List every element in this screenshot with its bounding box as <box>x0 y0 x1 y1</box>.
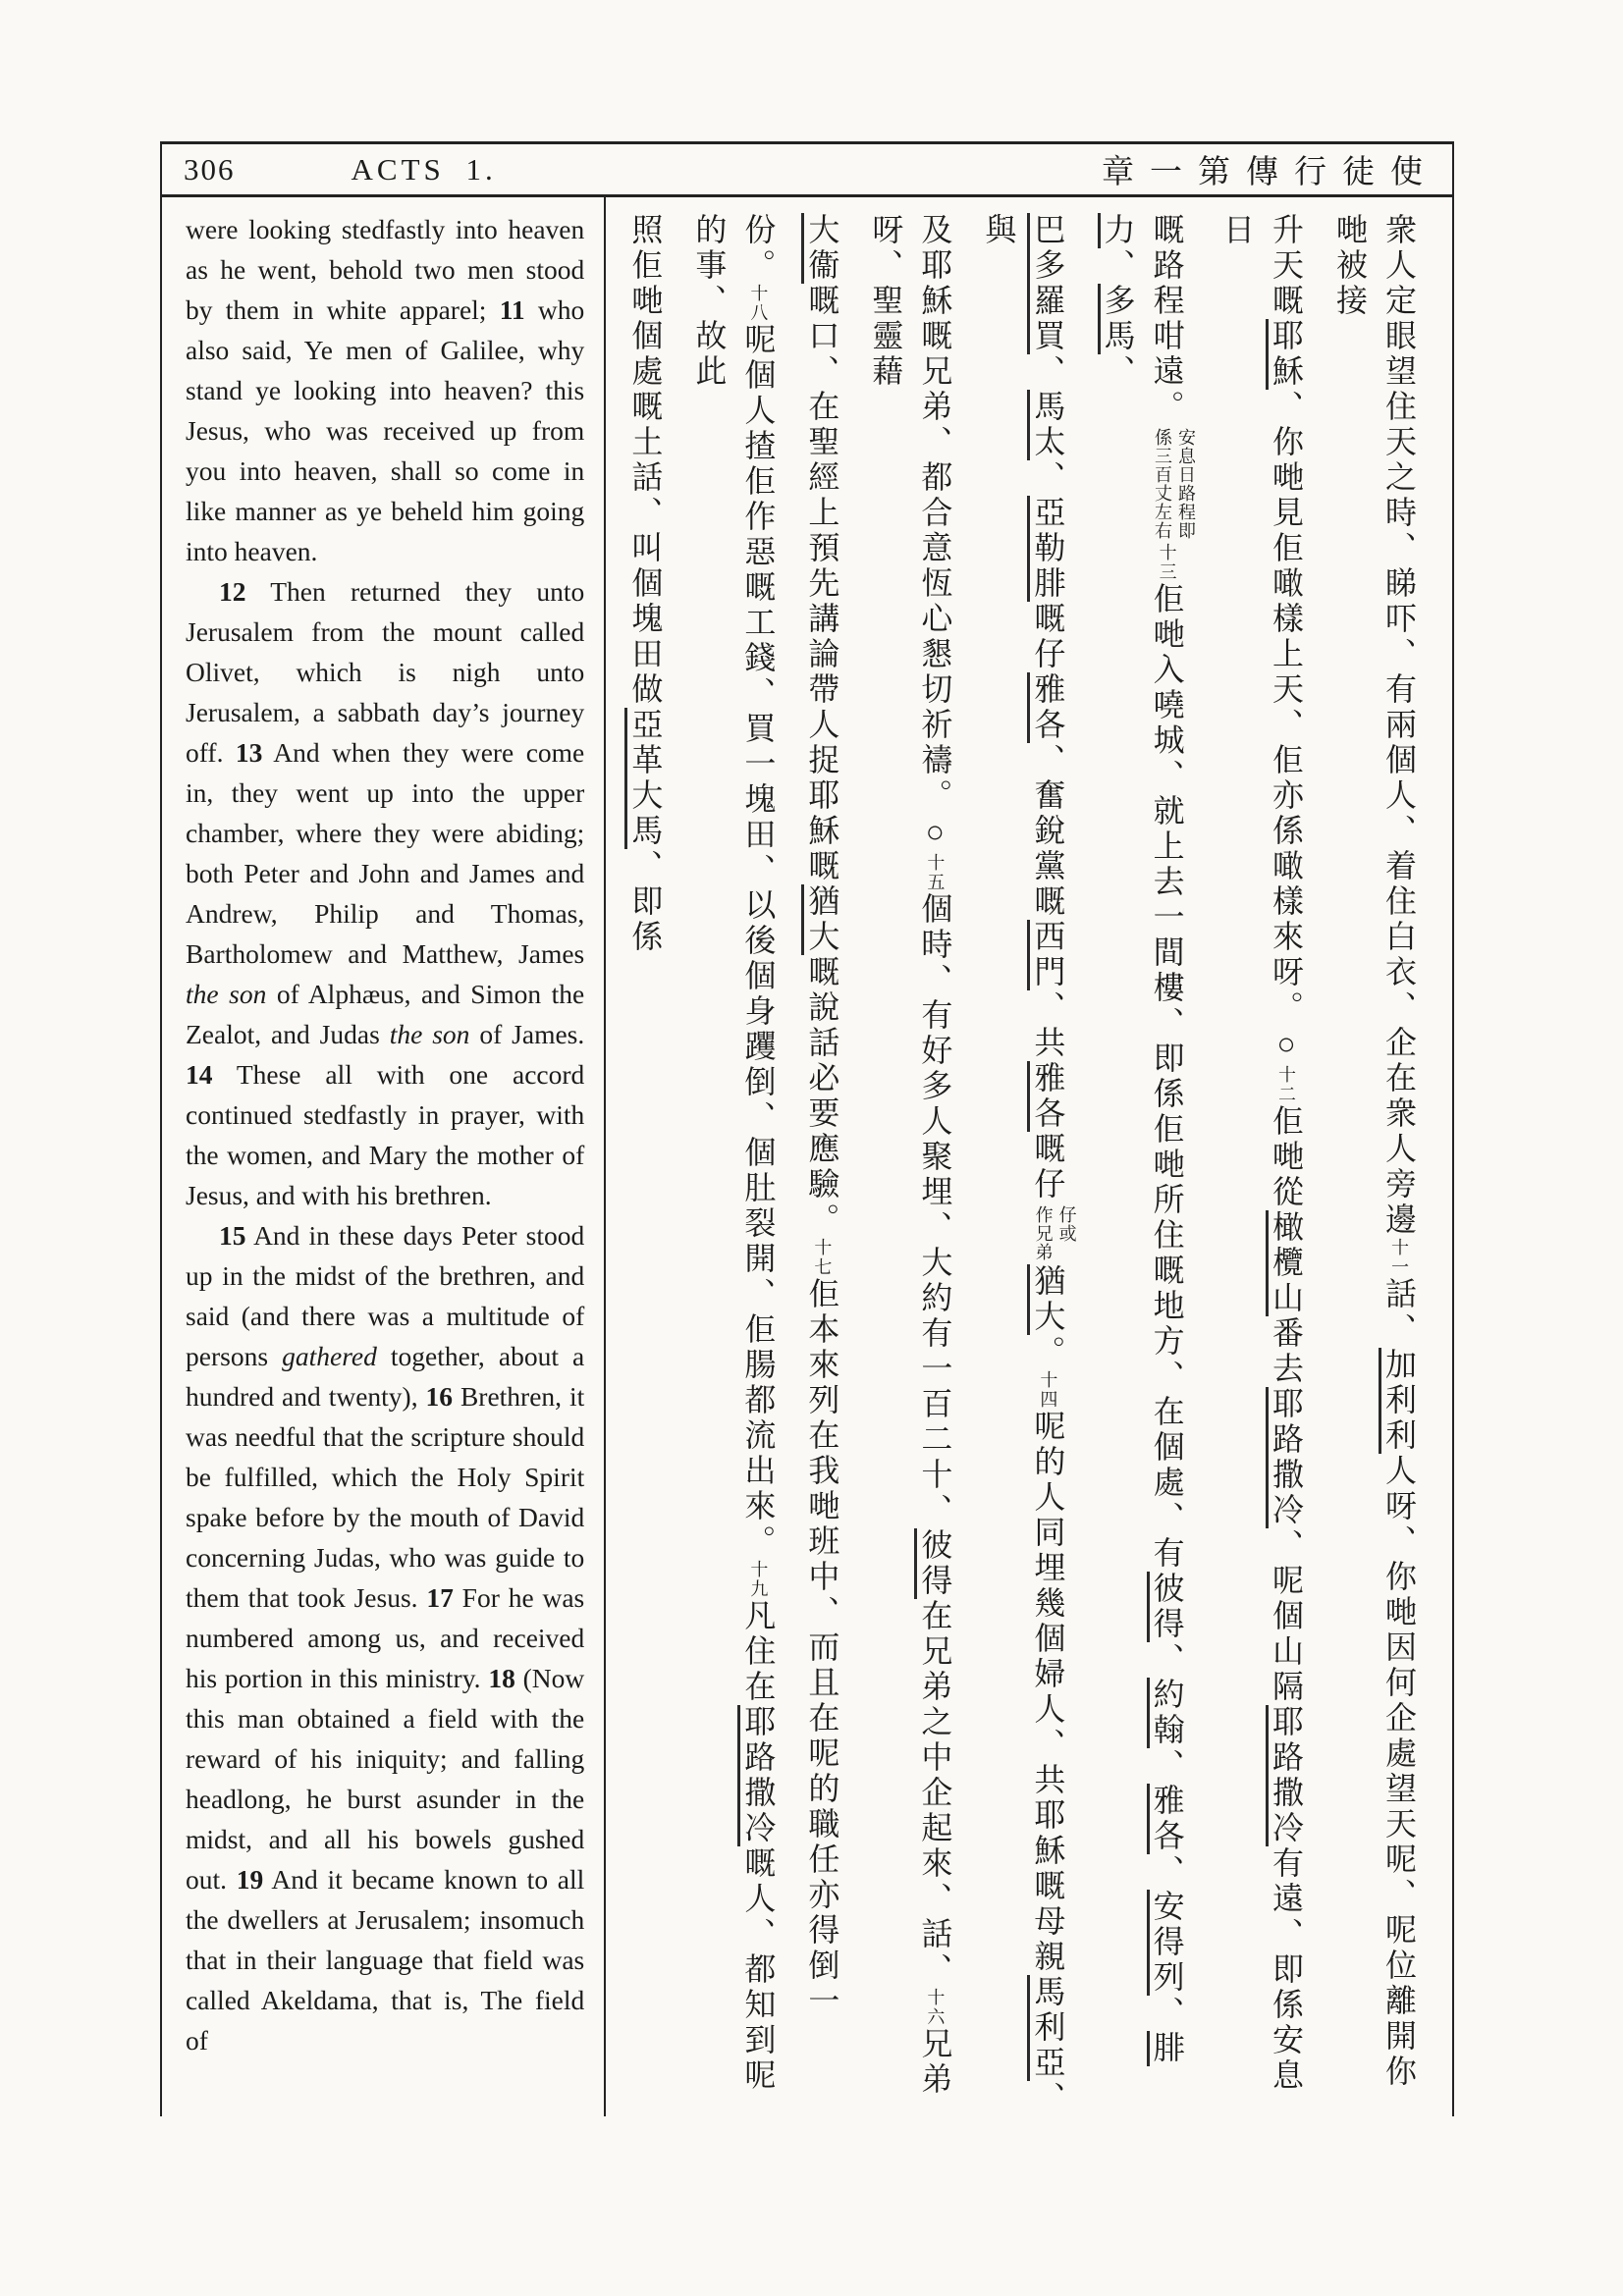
english-paragraph <box>186 1215 584 2060</box>
proper-noun-marked: 西門 <box>1027 920 1065 990</box>
verse-number: 12 <box>219 576 246 607</box>
text-run: 、奮銳黨嘅 <box>1030 743 1066 920</box>
text-run: 佢本來列在我哋班中、而且在呢的職任亦得倒一 <box>804 1277 840 2019</box>
proper-noun-marked: 馬利亞 <box>1027 1975 1065 2081</box>
chinese-text-column-8 <box>621 213 670 2116</box>
proper-noun-marked: 耶路撒冷 <box>737 1705 776 1846</box>
verse-number: 11 <box>499 294 525 325</box>
chinese-text-column-3 <box>1094 213 1198 2116</box>
proper-noun-marked: 雅各 <box>1027 1061 1065 1132</box>
text-run: of Alphæus, and Simon the Zealot, and Judas <box>186 979 585 1049</box>
text-run: And when they were come in, they went up into the upper chamber, where they were abiding; both Peter and John and James and Andrew, Philip and Thomas, Bartholomew and Matthew, James <box>186 737 585 969</box>
page-content <box>162 197 1452 2116</box>
verse-number: 十五 <box>925 853 946 892</box>
text-run: 、 <box>1149 1854 1185 1890</box>
proper-noun-marked: 彼得 <box>1147 1572 1185 1642</box>
text-run: 衆人定眼望住天之時、睇吓、有兩個人、着住白衣、企在衆人旁邊 <box>1381 213 1417 1238</box>
text-run: 有遠、即係安息日 <box>1219 213 1304 2094</box>
text-run: 、 <box>1149 1748 1185 1784</box>
text-run: 照佢哋個處嘅土話、叫個塊田做 <box>627 213 664 708</box>
text-run: And in these days Peter stood up in the midst of the brethren, and said (and there was a multitude of persons <box>186 1220 585 1371</box>
text-run: who also said, Ye men of Galilee, why stand ye looking into heaven? this Jesus, who was received up from you into heaven, shall so come in like manner as ye beheld him going into heaven. <box>186 294 585 566</box>
verse-number: 十八 <box>748 284 769 323</box>
italic-text-run: the son <box>186 979 267 1009</box>
verse-number: 十七 <box>812 1238 833 1277</box>
proper-noun-marked: 雅各 <box>1027 672 1065 743</box>
english-paragraph <box>186 209 584 571</box>
text-run: And it became known to all the dwellers at Jerusalem; insomuch that in their language that field was called Akeldama, that is, The field of <box>186 1864 585 2056</box>
annotation-subcolumn: 仔或 <box>1056 1205 1077 1243</box>
verse-number: 十四 <box>1038 1370 1058 1410</box>
text-run: These all with one accord continued stedfastly in prayer, with the women, and Mary the mother of Jesus, and with his brethren. <box>186 1059 585 1210</box>
annotation-subcolumn: 係三百丈左右 <box>1153 428 1172 540</box>
text-run: 升天嘅 <box>1269 213 1304 319</box>
text-run: 、共 <box>1030 990 1066 1061</box>
header-title-chinese: 章一第傳行徒使 <box>1102 155 1438 190</box>
verse-number: 十一 <box>1389 1238 1409 1277</box>
chinese-text-column-5 <box>861 213 959 2116</box>
chinese-text-column-4 <box>974 213 1078 2116</box>
header-title-english: ACTS 1. <box>351 151 497 187</box>
text-run: 嘅仔 <box>1030 602 1066 672</box>
text-run: 、 <box>1149 1642 1185 1678</box>
text-run: 嘅路程咁遠。 <box>1149 213 1185 425</box>
annotation-subcolumn: 安息日路程即 <box>1176 428 1196 540</box>
verse-number: 18 <box>488 1663 515 1693</box>
proper-noun-marked: 耶路撒冷 <box>1266 1387 1304 1528</box>
verse-number: 十二 <box>1276 1065 1296 1104</box>
text-run: 、 <box>1100 354 1136 390</box>
text-run: 嘅說話必要應驗。 <box>804 955 840 1238</box>
text-run: 嘅仔 <box>1030 1132 1066 1202</box>
text-run: 呢的人同埋幾個婦人、共耶穌嘅母親 <box>1030 1410 1066 1975</box>
text-run: 凡住在 <box>740 1599 777 1705</box>
text-run: 、你哋見佢噉樣上天、佢亦係噉樣來呀。○ <box>1269 390 1304 1065</box>
proper-noun-marked: 橄欖山 <box>1266 1210 1304 1316</box>
proper-noun-marked: 安得列 <box>1147 1890 1185 1996</box>
proper-noun-marked: 亞勒腓 <box>1027 496 1065 602</box>
text-run: 、 <box>1100 248 1136 284</box>
english-column <box>162 197 604 2116</box>
proper-noun-marked: 馬太 <box>1027 390 1065 460</box>
text-run: 、 <box>1149 1996 1185 2031</box>
text-run: 、與 <box>981 213 1066 2116</box>
text-run: of James. <box>469 1019 585 1049</box>
proper-noun-marked: 多馬 <box>1098 284 1136 354</box>
text-run: 話、 <box>1381 1277 1417 1348</box>
english-paragraph <box>186 571 584 1215</box>
chinese-text-column-7 <box>684 213 783 2116</box>
text-run: 佢哋入嘵城、就上去一間樓、即係佢哋所住嘅地方、在個處、有 <box>1149 582 1185 1572</box>
chinese-text-column-1 <box>1325 213 1424 2116</box>
verse-number: 十九 <box>748 1560 769 1599</box>
text-run: were looking stedfastly into heaven as he went, behold two men stood by them in white apparel; <box>186 214 585 325</box>
verse-number: 十六 <box>925 1988 946 2027</box>
verse-number: 15 <box>219 1220 246 1251</box>
scanned-page-frame <box>160 141 1454 2116</box>
italic-text-run: gathered <box>282 1341 377 1371</box>
proper-noun-marked: 彼得 <box>914 1528 952 1599</box>
proper-noun-marked: 耶穌 <box>1266 319 1304 390</box>
text-run: 佢哋從 <box>1269 1104 1304 1210</box>
proper-noun-marked: 巴多羅買 <box>1027 213 1065 354</box>
verse-number: 13 <box>235 737 263 768</box>
verse-number: 17 <box>426 1582 454 1613</box>
verse-number: 19 <box>236 1864 264 1895</box>
verse-number: 十三 <box>1157 543 1177 582</box>
verse-number: 14 <box>186 1059 213 1090</box>
text-run: 。 <box>1030 1335 1066 1370</box>
text-run: 兄弟呀、聖靈藉 <box>868 213 953 2098</box>
page-number: 306 <box>184 151 236 187</box>
text-run: 、 <box>1030 354 1066 390</box>
text-run: 嘅人、都知到呢的事、故此 <box>691 213 777 2094</box>
text-run: 、 <box>1030 460 1066 496</box>
text-run: 嘅口、在聖經上預先講論帶人捉耶穌嘅 <box>804 284 840 884</box>
chinese-column <box>606 197 1452 2116</box>
text-run: 在兄弟之中企起來、話、 <box>917 1599 953 1988</box>
page-header <box>162 144 1452 197</box>
text-run: 人呀、你哋因何企處望天呢、呢位離開你哋被接 <box>1332 213 1417 2090</box>
text-run: Then returned they unto Jerusalem from the mount called Olivet, which is nigh unto Jerusalem, a sabbath day’s journey off. <box>186 576 585 768</box>
proper-noun-marked: 耶路撒冷 <box>1266 1705 1304 1846</box>
text-run: 、呢個山隔 <box>1269 1528 1304 1705</box>
inline-small-annotation <box>1151 428 1198 540</box>
chinese-text-column-6 <box>797 213 846 2116</box>
text-run: 份。 <box>740 213 777 284</box>
text-run: together, about a hundred and twenty), <box>186 1341 585 1412</box>
text-run: 、即係 <box>627 849 664 955</box>
text-run: (Now this man obtained a field with the reward of his iniquity; and falling headlong, he burst asunder in the midst, and all his bowels gushed out. <box>186 1663 585 1895</box>
proper-noun-marked: 猶大 <box>801 884 839 955</box>
text-run: 個時、有好多人聚埋、大約有一百二十、 <box>917 892 953 1528</box>
proper-noun-marked: 亞革大馬 <box>624 708 663 849</box>
verse-number: 16 <box>425 1381 454 1412</box>
proper-noun-marked: 雅各 <box>1147 1784 1185 1854</box>
proper-noun-marked: 腓力 <box>1098 213 1185 2066</box>
proper-noun-marked: 猶大 <box>1027 1264 1065 1335</box>
proper-noun-marked: 約翰 <box>1147 1678 1185 1748</box>
italic-text-run: the son <box>389 1019 470 1049</box>
proper-noun-marked: 大衞 <box>801 213 839 284</box>
text-run: 及耶穌嘅兄弟、都合意恆心懇切祈禱。○ <box>917 213 953 853</box>
chinese-text-column-2 <box>1213 213 1311 2116</box>
text-run: Brethren, it was needful that the scripture should be fulfilled, which the Holy Spirit spake before by the mouth of David concerning Judas, who was guide to them that took Jesus. <box>186 1381 585 1613</box>
proper-noun-marked: 加利利 <box>1379 1348 1417 1454</box>
inline-small-annotation <box>1032 1205 1079 1261</box>
annotation-subcolumn: 作兄弟 <box>1033 1205 1054 1261</box>
text-run: For he was numbered among us, and received his portion in this ministry. <box>186 1582 585 1693</box>
text-run: 番去 <box>1269 1316 1304 1387</box>
text-run: 呢個人揸佢作惡嘅工錢、買一塊田、以後個身躩倒、個肚裂開、佢腸都流出來。 <box>740 323 777 1560</box>
